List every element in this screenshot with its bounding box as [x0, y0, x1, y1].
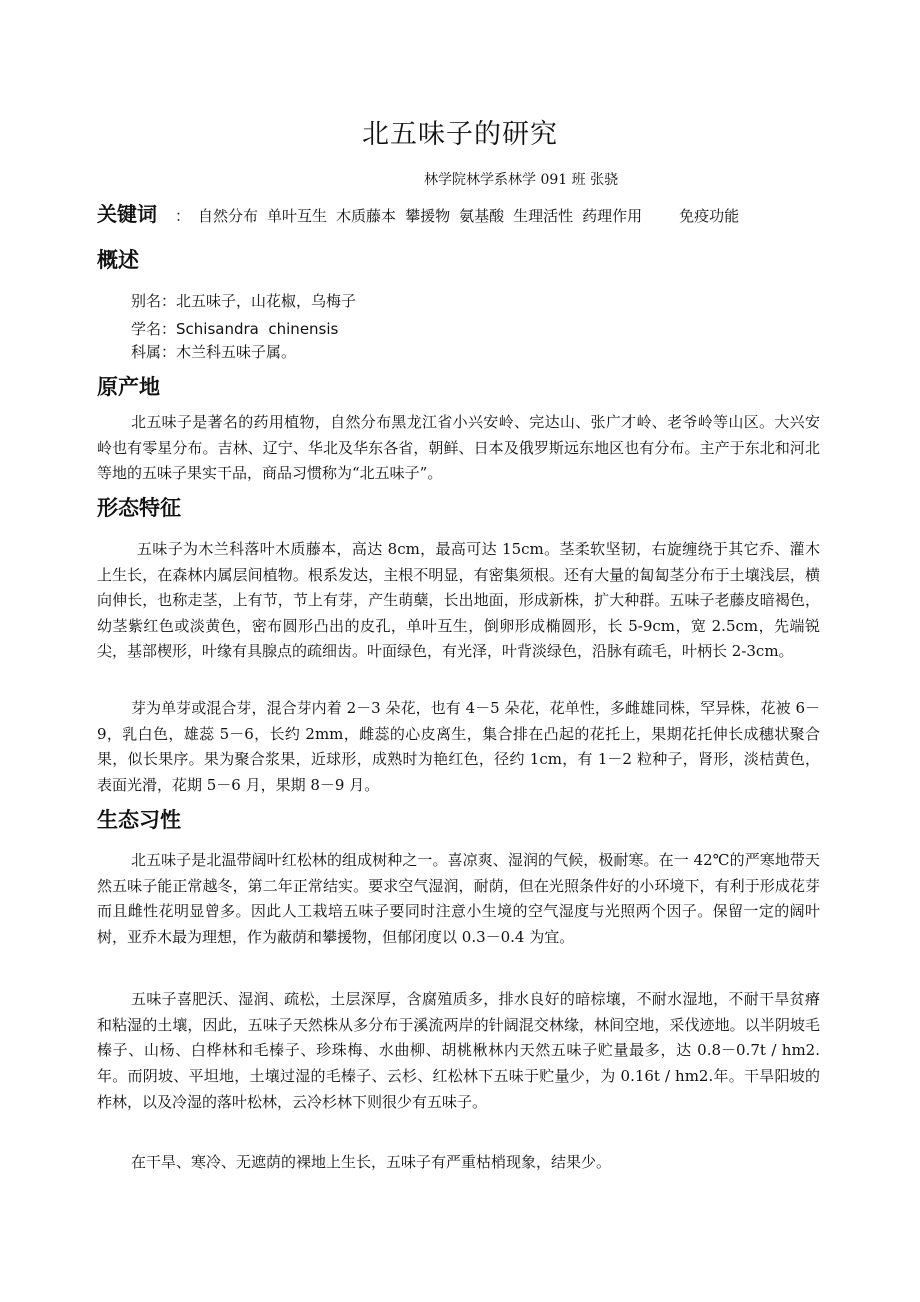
section-heading-morphology: 形态特征 [97, 496, 181, 520]
scientific-name-line [131, 319, 338, 339]
morphology-paragraph-1: 五味子为木兰科落叶木质藤本，高达 8cm，最高可达 15cm。茎柔软坚韧，右旋缠绕于其它乔、灌木上生长，在森林内属层间植物。根系发达，主根不明显，有密集须根。还有大量的匐匐茎分布于土壤浅层，横向伸长，也称走茎，上有节，节上有芽，产生萌蘖，长出地面，形成新株，扩大种群。五味子老藤皮暗褐色，幼茎紫红色或淡黄色，密布圆形凸出的皮孔，单叶互生，倒卵形成椭圆形，长 5-9cm，宽 2.5cm，先端锐尖，基部楔形，叶缘有具腺点的疏细齿。叶面绿色，有光泽，叶背淡绿色，沿脉有疏毛，叶柄长 2-3cm。 [97, 540, 820, 661]
keyword: 生理活性 [513, 207, 574, 225]
section-heading-ecology: 生态习性 [97, 808, 181, 832]
keywords-colon: ： [175, 207, 191, 225]
alias-line: 别名：北五味子，山花椒，乌梅子 [131, 292, 357, 310]
keyword: 药理作用 [582, 207, 643, 225]
morphology-paragraph-2: 芽为单芽或混合芽，混合芽内着 2－3 朵花，也有 4－5 朵花，花单性，多雌雄同株，罕异株，花被 6－9，乳白色，雄蕊 5－6，长约 2mm，雌蕊的心皮离生，集合排在凸起的花托上，果期花托伸长成穗状聚合果，似长果序。果为聚合浆果，近球形，成熟时为艳红色，径约 1cm，有 1－2 粒种子，肾形，淡桔黄色，表面光滑，花期 5－6 月，果期 8－9 月。 [97, 699, 820, 794]
section-heading-origin: 原产地 [97, 375, 160, 399]
ecology-paragraph-1: 北五味子是北温带阔叶红松林的组成树种之一。喜凉爽、湿润的气候，极耐寒。在一 42℃的严寒地带天然五味子能正常越冬，第二年正常结实。要求空气湿润，耐荫，但在光照条件好的小环境下，有利于形成花芽而且雌性花明显曾多。因此人工栽培五味子要同时注意小生境的空气湿度与光照两个因子。保留一定的阔叶树，亚乔木最为理想，作为蔽荫和攀援物，但郁闭度以 0.3－0.4 为宜。 [97, 851, 820, 947]
scientific-name: Schisandra chinensis [176, 320, 339, 338]
keywords-label: 关键词 [97, 202, 157, 226]
page-title: 北五味子的研究 [362, 119, 558, 150]
keyword: 攀援物 [405, 207, 451, 225]
section-heading-overview: 概述 [97, 248, 139, 272]
ecology-paragraph-2: 五味子喜肥沃、湿润、疏松，土层深厚，含腐殖质多，排水良好的暗棕壤，不耐水湿地，不耐干旱贫瘠和粘湿的土壤，因此，五味子天然株从多分布于溪流两岸的针阔混交林缘，林间空地，采伐迹地。以半阴坡毛榛子、山杨、白桦林和毛榛子、珍珠梅、水曲柳、胡桃楸林内天然五味子贮量最多，达 0.8－0.7t / hm2.年。而阴坡、平坦地，土壤过湿的毛榛子、云杉、红松林下五味于贮量少，为 0.16t / hm2.年。干旱阳坡的柞林，以及冷湿的落叶松林，云冷杉林下则很少有五味子。 [97, 990, 820, 1111]
keywords-line [97, 200, 748, 230]
keyword: 单叶互生 [267, 207, 328, 225]
keyword: 自然分布 [198, 207, 259, 225]
keyword: 木质藤本 [336, 207, 397, 225]
keyword: 免疫功能 [679, 207, 740, 225]
ecology-paragraph-3: 在干旱、寒冷、无遮荫的裸地上生长，五味子有严重枯梢现象，结果少。 [131, 1153, 612, 1171]
scientific-name-label: 学名： [131, 320, 177, 338]
author-line: 林学院林学系林学 091 班 张骁 [424, 172, 619, 188]
family-line: 科属：木兰科五味子属。 [131, 343, 297, 361]
keyword: 氨基酸 [459, 207, 505, 225]
origin-paragraph: 北五味子是著名的药用植物，自然分布黑龙江省小兴安岭、完达山、张广才岭、老爷岭等山区。大兴安岭也有零星分布。吉林、辽宁、华北及华东各省，朝鲜、日本及俄罗斯远东地区也有分布。主产于东北和河北等地的五味子果实干品，商品习惯称为“北五味子”。 [97, 413, 820, 483]
